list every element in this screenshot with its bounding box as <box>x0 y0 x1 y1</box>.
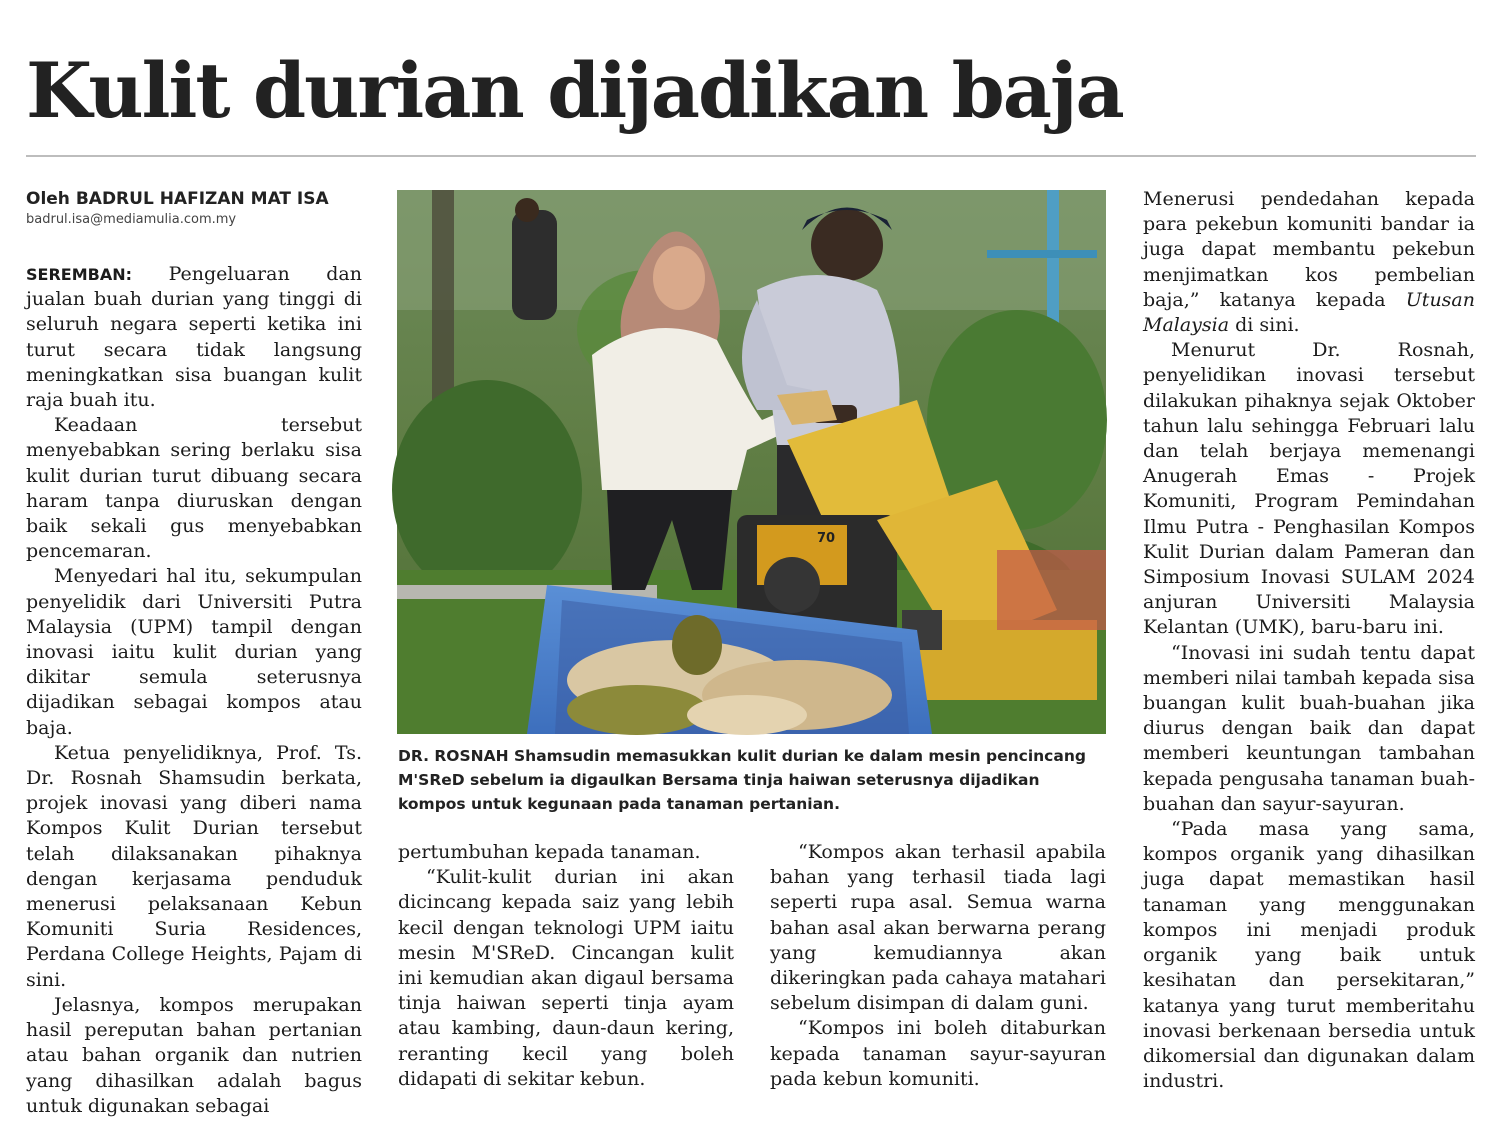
paragraph-12: “Inovasi ini sudah tentu dapat memberi nilai tambah kepada sisa buangan kulit buah-buahan jika diurus dengan baik dan dapat memberi keuntungan tambahan kepada pengusaha tanaman buah-buahan dan sayur-sayuran. <box>1143 641 1475 815</box>
paragraph-1 <box>26 262 362 413</box>
article-column-2 <box>398 840 734 1096</box>
article-column-3 <box>770 840 1106 1096</box>
photo-caption <box>398 744 1104 816</box>
paragraph-10 <box>1143 187 1475 338</box>
paragraph-13: “Pada masa yang sama, kompos organik yang dihasilkan juga dapat memastikan hasil tanaman yang menggunakan kompos ini menjadi produk organik yang baik untuk kesihatan dan persekitaran,” katanya yang turut memberitahu inovasi berkenaan bersedia untuk dikomersial dan digunakan dalam industri. <box>1143 818 1475 1093</box>
paragraph-10-text: Menerusi pendedahan kepada para pekebun komuniti bandar ia juga dapat membantu pekebun menjimatkan kos pembelian baja,” katanya kepada <box>1143 188 1475 311</box>
paragraph-7: “Kulit-kulit durian ini akan dicincang kepada saiz yang lebih kecil dengan teknologi UPM iaitu mesin M'SReD. Cincangan kulit ini kemudian akan digaul bersama tinja haiwan seperti tinja ayam atau kambing, daun-daun kering, reranting kecil yang boleh didapati di sekitar kebun. <box>398 866 734 1090</box>
caption-lead: DR. ROSNAH <box>398 747 509 765</box>
paragraph-6: pertumbuhan kepada tanaman. <box>398 841 701 863</box>
paragraph-2: Keadaan tersebut menyebabkan sering berlaku sisa kulit durian turut dibuang secara haram tanpa diuruskan dengan baik sekali gus menyebabkan pencemaran. <box>26 414 362 563</box>
article-column-1 <box>26 262 362 1117</box>
news-photo <box>397 190 1106 734</box>
paragraph-5: Jelasnya, kompos merupakan hasil pereputan bahan pertanian atau bahan organik dan nutrien yang dihasilkan adalah bagus untuk digunakan sebagai <box>26 993 362 1117</box>
paragraph-8: “Kompos akan terhasil apabila bahan yang terhasil tiada lagi seperti rupa asal. Semua warna bahan asal akan berwarna perang yang kemudiannya akan dikeringkan pada cahaya matahari sebelum disimpan di dalam guni. <box>770 841 1106 1015</box>
author-email: badrul.isa@mediamulia.com.my <box>26 212 237 227</box>
caption-text: Shamsudin memasukkan kulit durian ke dalam mesin pencincang M'SReD sebelum ia digaulkan Bersama tinja haiwan seterusnya dijadikan kompos untuk kegunaan pada tanaman pertanian. <box>398 747 1086 813</box>
paragraph-4: Ketua penyelidiknya, Prof. Ts. Dr. Rosnah Shamsudin berkata, projek inovasi yang diberi nama Kompos Kulit Durian tersebut telah dilaksanakan pihaknya dengan kerjasama penduduk menerusi pelaksanaan Kebun Komuniti Suria Residences, Perdana College Heights, Pajam di sini. <box>26 741 362 991</box>
headline: Kulit durian dijadikan baja <box>26 46 1123 135</box>
paragraph-1-text: Pengeluaran dan jualan buah durian yang tinggi di seluruh negara seperti ketika ini turut secara tidak langsung meningkatkan sisa buangan kulit raja buah itu. <box>26 263 362 412</box>
paragraph-3: Menyedari hal itu, sekumpulan penyelidik dari Universiti Putra Malaysia (UPM) tampil dengan inovasi iaitu kulit durian yang dikitar semula seterusnya dijadikan sebagai kompos atau baja. <box>26 565 362 739</box>
dateline: SEREMBAN: <box>26 265 132 284</box>
paragraph-11: Menurut Dr. Rosnah, penyelidikan inovasi tersebut dilakukan pihaknya sejak Oktober tahun lalu sehingga Februari lalu dan telah berjaya memenangi Anugerah Emas - Projek Komuniti, Program Pemindahan Ilmu Putra - Penghasilan Kompos Kulit Durian dalam Pameran dan Simposium Inovasi SULAM 2024 anjuran Universiti Malaysia Kelantan (UMK), baru-baru ini. <box>1143 339 1475 639</box>
headline-rule <box>26 155 1476 157</box>
garden-composting-photo <box>397 190 1106 734</box>
publication-name: Utusan Malaysia <box>1143 288 1475 337</box>
paragraph-9: “Kompos ini boleh ditaburkan kepada tanaman sayur-sayuran pada kebun komuniti. <box>770 1017 1106 1090</box>
article-column-4 <box>1143 187 1475 1097</box>
paragraph-10-end: di sini. <box>1229 314 1300 337</box>
engine-label: 70 <box>817 531 836 546</box>
byline: Oleh BADRUL HAFIZAN MAT ISA <box>26 189 329 209</box>
